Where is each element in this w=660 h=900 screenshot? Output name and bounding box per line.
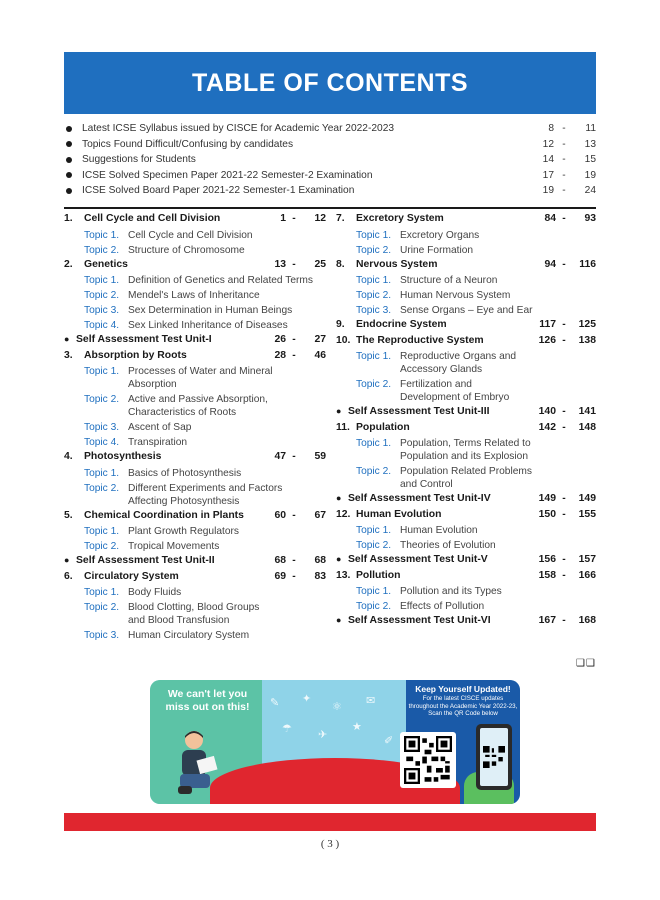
phone-icon [476,724,512,790]
banner-right-message: Keep Yourself Updated! For the latest CISCE updates throughout the Academic Year 2022-23, Scan the QR Code below [408,684,518,717]
chapter-entry[interactable]: 1. Cell Cycle and Cell Division 1 - 12 [64,213,326,224]
chapter-entry[interactable]: 11. Population 142 - 148 [336,421,596,433]
topic-entry[interactable]: Topic 2. Active and Passive Absorption, Characteristics of Roots [84,394,268,418]
title-banner [64,52,596,114]
footer-bar [64,813,596,831]
chapter-entry[interactable]: 8. Nervous System 94 - 116 [336,258,596,270]
topic-entry[interactable]: Topic 3. Sex Determination in Human Beings [84,305,293,316]
self-assessment-entry[interactable]: ● Self Assessment Test Unit-I 26 - 27 [64,334,326,345]
bullet-icon: ● [336,406,342,416]
chapter-entry[interactable]: 3. Absorption by Roots 28 - 46 [64,349,326,361]
student-reading-icon [172,728,222,798]
promo-banner[interactable] [150,680,520,804]
topic-entry[interactable]: Topic 3. Ascent of Sap [84,422,192,433]
topic-entry[interactable]: Topic 1. Basics of Photosynthesis [84,467,242,479]
self-assessment-entry[interactable]: ● Self Assessment Test Unit-V 156 - 157 [336,554,596,565]
bullet-icon [66,157,72,163]
page-title: TABLE OF CONTENTS [191,68,469,97]
intro-list [64,121,596,199]
topic-entry[interactable]: Topic 1. Plant Growth Regulators [84,526,239,537]
chapter-entry[interactable]: 4. Photosynthesis 47 - 59 [64,451,326,462]
topic-entry[interactable]: Topic 2. Mendel's Laws of Inheritance [84,290,260,301]
topic-entry[interactable]: Topic 2. Blood Clotting, Blood Groups and Blood Transfusion [84,602,260,626]
topic-entry[interactable]: Topic 1. Cell Cycle and Cell Division [84,229,253,241]
bullet-icon: ● [64,555,70,565]
topic-entry[interactable]: Topic 2. Tropical Movements [84,541,220,552]
intro-item[interactable]: ICSE Solved Specimen Paper 2021-22 Semester-2 Examination 17 - 19 [64,168,596,184]
topic-entry[interactable]: Topic 2. Human Nervous System [356,290,511,301]
topic-entry[interactable]: Topic 1. Processes of Water and Mineral Absorption [84,366,273,390]
bullet-icon: ● [336,493,342,503]
chapter-entry[interactable]: 10. The Reproductive System 126 - 138 [336,334,596,346]
self-assessment-entry[interactable]: ● Self Assessment Test Unit-II 68 - 68 [64,555,326,566]
bullet-icon: ● [336,615,342,625]
topic-entry[interactable]: Topic 3. Human Circulatory System [84,630,250,641]
topic-entry[interactable]: Topic 4. Sex Linked Inheritance of Diseases [84,320,288,331]
bullet-icon [66,141,72,147]
topic-entry[interactable]: Topic 1. Body Fluids [84,587,182,598]
bullet-icon [66,126,72,132]
bullet-icon [66,172,72,178]
intro-item[interactable]: ICSE Solved Board Paper 2021-22 Semester-1 Examination 19 - 24 [64,183,596,199]
topic-entry[interactable]: Topic 1. Definition of Genetics and Related Terms [84,275,313,286]
chapter-entry[interactable]: 7. Excretory System 84 - 93 [336,213,596,224]
chapter-entry[interactable]: 12. Human Evolution 150 - 155 [336,508,596,520]
education-doodles-icon: ✎ ✦ ⚛ ✉ ☂ ✈ ★ ✐ [270,693,394,747]
chapter-entry[interactable]: 6. Circulatory System 69 - 83 [64,570,326,582]
topic-entry[interactable]: Topic 2. Theories of Evolution [356,540,496,551]
contents-left-column [64,213,326,644]
banner-left-message: We can't let you miss out on this! [165,688,250,713]
self-assessment-entry[interactable]: ● Self Assessment Test Unit-VI 167 - 168 [336,615,596,626]
self-assessment-entry[interactable]: ● Self Assessment Test Unit-III 140 - 141 [336,406,596,417]
intro-item[interactable]: Topics Found Difficult/Confusing by candidates 12 - 13 [64,137,596,153]
topic-entry[interactable]: Topic 4. Transpiration [84,437,188,448]
intro-item[interactable]: Latest ICSE Syllabus issued by CISCE for Academic Year 2022-2023 8 - 11 [64,121,596,137]
self-assessment-entry[interactable]: ● Self Assessment Test Unit-IV 149 - 149 [336,493,596,504]
topic-entry[interactable]: Topic 2. Different Experiments and Factors Affecting Photosynthesis [84,482,283,507]
intro-item[interactable]: Suggestions for Students 14 - 15 [64,152,596,168]
topic-entry[interactable]: Topic 3. Sense Organs – Eye and Ear [356,305,533,316]
topic-entry[interactable]: Topic 2. Population Related Problems and Control [356,466,532,490]
topic-entry[interactable]: Topic 2. Fertilization and Development of Embryo [356,379,510,403]
topic-entry[interactable]: Topic 1. Human Evolution [356,525,478,536]
chapter-entry[interactable]: 5. Chemical Coordination in Plants 60 - 67 [64,509,326,521]
topic-entry[interactable]: Topic 1. Reproductive Organs and Accessory Glands [356,351,517,375]
chapter-entry[interactable]: 2. Genetics 13 - 25 [64,258,326,270]
contents-right-column [336,213,596,631]
chapter-entry[interactable]: 13. Pollution 158 - 166 [336,569,596,581]
topic-entry[interactable]: Topic 2. Effects of Pollution [356,601,485,612]
topic-entry[interactable]: Topic 1. Structure of a Neuron [356,275,498,286]
end-mark-icon: ❑❑ [576,658,596,669]
topic-entry[interactable]: Topic 1. Excretory Organs [356,229,480,241]
chapter-entry[interactable]: 9. Endocrine System 117 - 125 [336,319,596,330]
topic-entry[interactable]: Topic 2. Structure of Chromosome [84,244,245,256]
page-number: ( 3 ) [320,838,340,850]
qr-code-icon[interactable] [400,732,456,788]
topic-entry[interactable]: Topic 1. Pollution and its Types [356,586,502,597]
bullet-icon [66,188,72,194]
topic-entry[interactable]: Topic 2. Urine Formation [356,244,474,256]
topic-entry[interactable]: Topic 1. Population, Terms Related to Population and its Explosion [356,438,531,462]
bullet-icon: ● [64,334,70,344]
bullet-icon: ● [336,554,342,564]
section-divider [64,207,596,209]
